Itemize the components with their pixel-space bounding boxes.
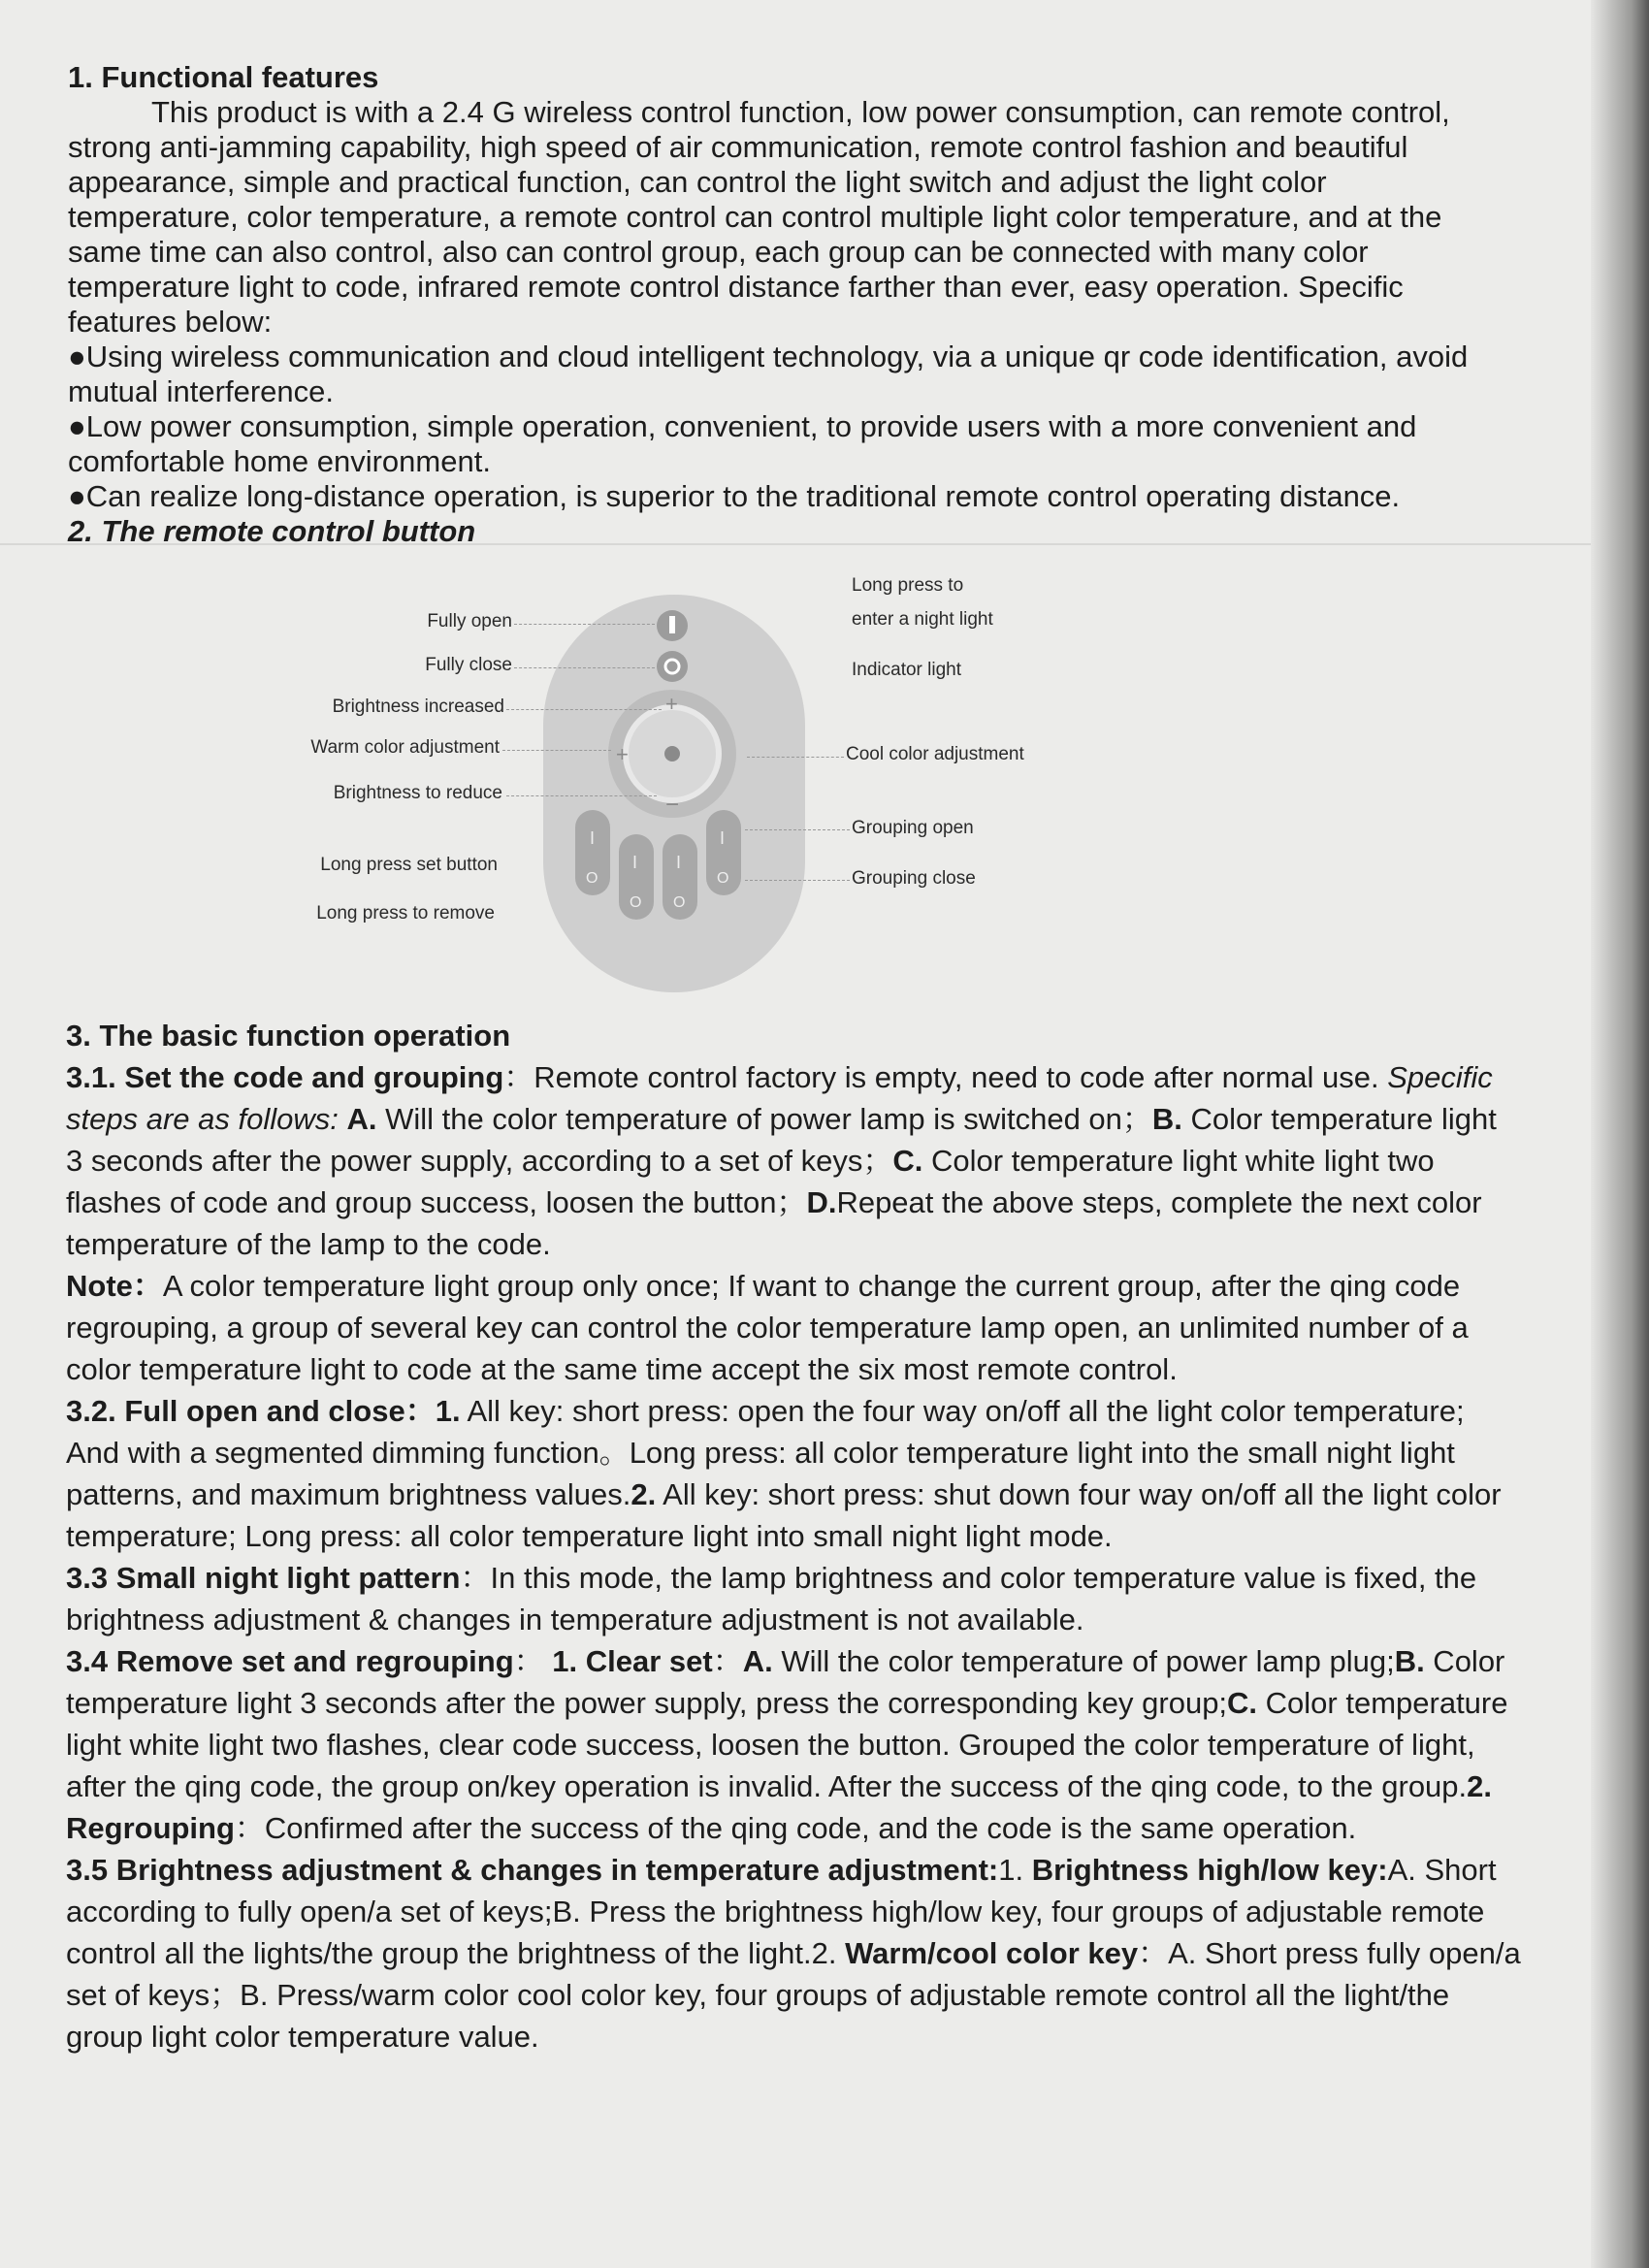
- s34-regroup: 2. Regrouping: [66, 1769, 1493, 1845]
- s34-regroup-text: Confirmed after the success of the qing code, and the code is the same operation.: [264, 1811, 1357, 1845]
- label-brightness-reduce: Brightness to reduce: [333, 783, 502, 803]
- label-cool-color: Cool color adjustment: [846, 744, 1024, 764]
- section-2-heading: 2. The remote control button: [68, 514, 476, 548]
- label-grouping-close: Grouping close: [852, 868, 976, 889]
- leader-warm-color: [502, 750, 611, 751]
- s34-clear: 1. Clear set: [552, 1644, 713, 1678]
- group-1-off-icon: O: [586, 870, 598, 887]
- section-3-5: [66, 1849, 1521, 2057]
- note-label: Note：: [66, 1269, 163, 1303]
- section-3-3: [66, 1557, 1521, 1640]
- s31-title: 3.1. Set the code and grouping: [66, 1060, 504, 1094]
- group-1-on-icon: I: [590, 828, 596, 848]
- s32-n2: 2.: [630, 1477, 657, 1511]
- s34-sep: ：: [513, 1644, 544, 1678]
- group-3-off-icon: O: [673, 894, 686, 911]
- page-edge-shadow: [1591, 0, 1649, 2268]
- power-on-icon: [669, 616, 675, 633]
- s32-text2: All key: short press: shut down four way on/off all the light color temperature; Long press: all color temperature light into small night light mode.: [66, 1477, 1502, 1553]
- s31-d: D.: [806, 1185, 837, 1219]
- leader-cool-color: [747, 757, 844, 758]
- brightness-plus-icon: +: [665, 692, 678, 716]
- section-1-heading: 1. Functional features: [68, 60, 379, 94]
- s35-sep: ：: [1138, 1936, 1169, 1970]
- s33-sep: ：: [460, 1561, 491, 1595]
- s33-text: In this mode, the lamp brightness and color temperature value is fixed, the brightness adjustment & changes in temperature adjustment is not available.: [66, 1561, 1477, 1636]
- section-1: [68, 60, 1504, 549]
- label-long-press-to: Long press to: [852, 575, 964, 596]
- s34-sep2: ：: [712, 1644, 743, 1678]
- bullet-1: ●Using wireless communication and cloud intelligent technology, via a unique qr code identification, avoid mutual interference.: [68, 340, 1469, 408]
- note-text: A color temperature light group only once; If want to change the current group, after the qing code regrouping, a group of several key can control the color temperature lamp open, an unlimited number of a color temperature light to code at the same time accept the six most remote control.: [66, 1269, 1469, 1386]
- label-warm-color: Warm color adjustment: [310, 737, 500, 758]
- s31-text1: Remote control factory is empty, need to code after normal use.: [534, 1060, 1379, 1094]
- label-fully-close: Fully close: [425, 655, 512, 675]
- leader-brightness-increased: [506, 709, 662, 710]
- label-long-press-set: Long press set button: [320, 855, 498, 875]
- s35-k1: Brightness high/low key:: [1031, 1853, 1388, 1887]
- fully-close-key: [657, 651, 688, 682]
- s32-text1: All key: short press: open the four way on/off all the light color temperature; And with a segmented dimming function。Long press: all color temperature light into the small night light patterns, and maximum brightness values.: [66, 1394, 1465, 1511]
- s31-a: A.: [346, 1102, 377, 1136]
- s34-b: B.: [1394, 1644, 1425, 1678]
- remote-control-diagram: [291, 567, 1067, 1014]
- s35-n2: 2.: [811, 1936, 846, 1970]
- s35-k2: Warm/cool color key: [845, 1936, 1139, 1970]
- brightness-minus-icon: −: [665, 792, 680, 818]
- label-night-light: enter a night light: [852, 609, 993, 630]
- s34-c-text: Color temperature light white light two flashes, clear code success, loosen the button. Grouped the color temperature of light, after the qing code, the group on/key operation is invalid. After the success of the qing code, to the group.: [66, 1686, 1508, 1803]
- leader-fully-open: [514, 624, 655, 625]
- label-indicator-light: Indicator light: [852, 660, 962, 680]
- s34-title: 3.4 Remove set and regrouping: [66, 1644, 514, 1678]
- s34-a-text: Will the color temperature of power lamp plug;: [772, 1644, 1395, 1678]
- s31-b: B.: [1151, 1102, 1182, 1136]
- leader-grouping-close: [745, 880, 850, 881]
- s31-c-text: Color temperature light white light two flashes of code and group success, loosen the button；: [66, 1144, 1435, 1219]
- label-long-press-remove: Long press to remove: [316, 903, 495, 923]
- indicator-light: [664, 746, 680, 761]
- bullet-2: ●Low power consumption, simple operation, convenient, to provide users with a more convenient and comfortable home environment.: [68, 409, 1417, 478]
- s35-text1: A. Short according to fully open/a set of keys;B. Press the brightness high/low key, four groups of adjustable remote control all the lights/the group the brightness of the light.: [66, 1853, 1497, 1970]
- s31-text2: Specific steps are as follows:: [66, 1060, 1493, 1136]
- s34-b-text: Color temperature light 3 seconds after the power supply, press the corresponding key group;: [66, 1644, 1505, 1720]
- group-4-on-icon: I: [720, 828, 726, 848]
- section-1-intro: This product is with a 2.4 G wireless control function, low power consumption, can remote control, strong anti-jamming capability, high speed of air communication, remote control fashion and beautiful appearance, simple and practical function, can control the light switch and adjust the light color temperature, color temperature, a remote control can control multiple light color temperature, and at the same time can also control, also can control group, each group can be connected with many color temperature light to code, infrared remote control distance farther than ever, easy operation. Specific features below:: [68, 95, 1450, 339]
- group-2-on-icon: I: [632, 853, 638, 872]
- label-brightness-increased: Brightness increased: [332, 697, 504, 717]
- s32-n1: 1.: [435, 1394, 461, 1428]
- leader-fully-close: [514, 667, 655, 668]
- section-3-1: [66, 1056, 1521, 1265]
- s31-c: C.: [892, 1144, 923, 1178]
- label-fully-open: Fully open: [427, 611, 512, 632]
- s31-d-text: Repeat the above steps, complete the next color temperature of the lamp to the code.: [66, 1185, 1482, 1261]
- s31-b-text: Color temperature light 3 seconds after the power supply, according to a set of keys；: [66, 1102, 1497, 1178]
- group-4-off-icon: O: [717, 870, 729, 887]
- section-3-heading: 3. The basic function operation: [66, 1019, 511, 1053]
- s35-n1: 1.: [998, 1853, 1032, 1887]
- s34-c: C.: [1227, 1686, 1258, 1720]
- s32-title: 3.2. Full open and close: [66, 1394, 405, 1428]
- s34-a: A.: [742, 1644, 773, 1678]
- bullet-3: ●Can realize long-distance operation, is superior to the traditional remote control operating distance.: [68, 479, 1401, 513]
- section-3-4: [66, 1640, 1521, 1849]
- s35-title: 3.5 Brightness adjustment & changes in temperature adjustment:: [66, 1853, 999, 1887]
- s34-sep3: ：: [234, 1811, 265, 1845]
- leader-grouping-open: [745, 829, 850, 830]
- s31-sep: ：: [503, 1060, 534, 1094]
- note: [66, 1265, 1521, 1390]
- leader-brightness-reduce: [506, 795, 657, 796]
- s35-text2: A. Short press fully open/a set of keys；B. Press/warm color cool color key, four groups of adjustable remote control all the light/the group light color temperature value.: [66, 1936, 1521, 2054]
- s31-a-text: Will the color temperature of power lamp is switched on；: [376, 1102, 1152, 1136]
- warm-plus-icon: +: [616, 742, 629, 766]
- group-3-on-icon: I: [676, 853, 682, 872]
- s32-sep: ：: [404, 1394, 436, 1428]
- label-grouping-open: Grouping open: [852, 818, 974, 838]
- section-3-2: [66, 1390, 1521, 1557]
- s33-title: 3.3 Small night light pattern: [66, 1561, 461, 1595]
- section-3: [66, 1015, 1521, 2057]
- group-2-off-icon: O: [630, 894, 642, 911]
